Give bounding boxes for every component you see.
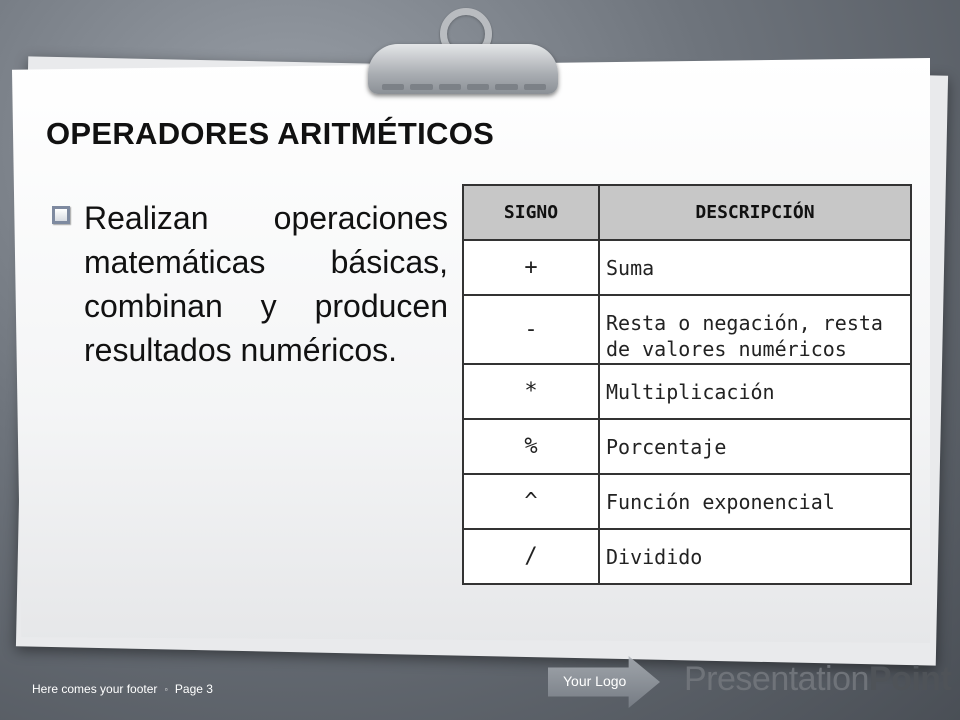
footer: [32, 682, 213, 696]
table-row: [463, 295, 911, 364]
logo-text: Your Logo: [563, 673, 627, 689]
slide-title: OPERADORES ARITMÉTICOS: [46, 116, 495, 151]
bullet-item: [52, 196, 448, 372]
description-cell: [599, 295, 911, 364]
footer-text: Here comes your footer: [32, 682, 158, 696]
page-number: Page 3: [174, 682, 213, 696]
sign-cell: *: [463, 364, 599, 419]
sign-cell: /: [463, 529, 599, 584]
table-row: [463, 364, 911, 419]
table-row: [463, 240, 911, 295]
table-row: [463, 474, 911, 529]
square-bullet-icon: [52, 206, 70, 224]
brand-bold: Point: [868, 660, 952, 698]
bullet-text: Realizan operaciones matemáticas básicas, combinan y producen resultados numéricos.: [84, 200, 448, 368]
operators-table: [462, 184, 912, 585]
brand-wordmark: [684, 660, 951, 699]
header-descripcion: DESCRIPCIÓN: [599, 185, 911, 240]
brand-light: Presentation: [684, 660, 869, 698]
table-row: [463, 529, 911, 584]
description-cell: Porcentaje: [599, 419, 911, 474]
description-cell: Función exponencial: [599, 474, 911, 529]
sign-cell: +: [463, 240, 599, 295]
table-row: [463, 419, 911, 474]
sign-cell: %: [463, 419, 599, 474]
clip-ridges: [382, 84, 546, 90]
sign-cell: -: [463, 295, 599, 364]
footer-separator: ▫: [164, 685, 168, 695]
description-text: Resta o negación, resta de valores numéricos: [606, 311, 883, 361]
description-cell: Suma: [599, 240, 911, 295]
description-cell: Multiplicación: [599, 364, 911, 419]
sign-cell: ^: [463, 474, 599, 529]
header-signo: SIGNO: [463, 185, 599, 240]
description-cell: Dividido: [599, 529, 911, 584]
table-header-row: [463, 185, 911, 240]
